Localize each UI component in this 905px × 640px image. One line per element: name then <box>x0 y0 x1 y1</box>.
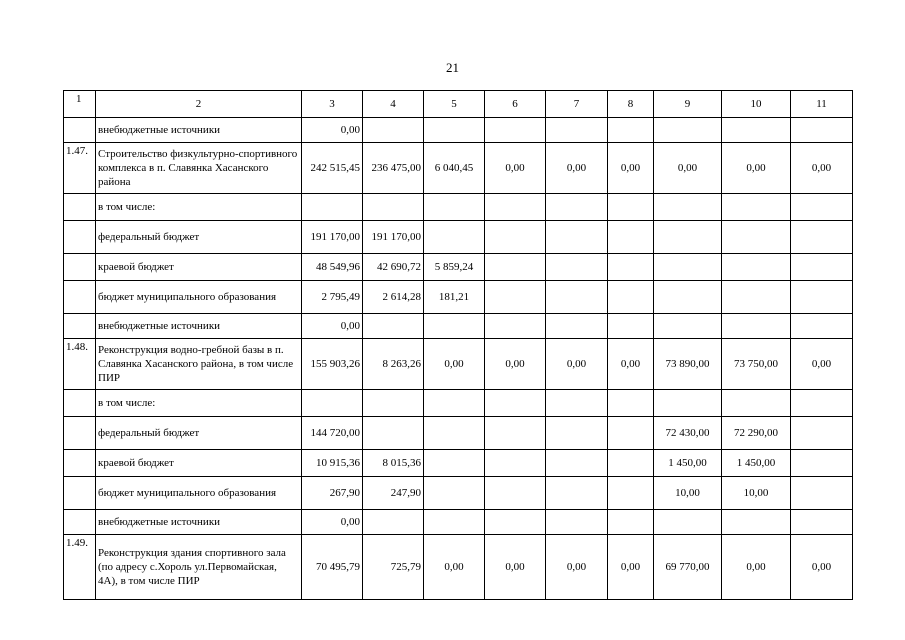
amount-cell: 0,00 <box>608 339 654 390</box>
amount-cell <box>608 194 654 221</box>
amount-cell: 10,00 <box>722 477 791 510</box>
amount-cell <box>722 194 791 221</box>
amount-cell <box>608 510 654 535</box>
amount-cell: 6 040,45 <box>424 143 485 194</box>
item-number-cell <box>64 221 96 254</box>
amount-cell <box>791 417 853 450</box>
amount-cell: 1 450,00 <box>722 450 791 477</box>
item-name-cell: федеральный бюджет <box>96 221 302 254</box>
budget-table <box>63 90 853 600</box>
amount-cell <box>546 254 608 281</box>
table-row <box>64 477 853 510</box>
amount-cell <box>791 314 853 339</box>
amount-cell <box>654 254 722 281</box>
amount-cell <box>485 314 546 339</box>
header-cell: 1 <box>64 91 96 118</box>
amount-cell <box>791 281 853 314</box>
amount-cell <box>485 417 546 450</box>
amount-cell: 0,00 <box>485 339 546 390</box>
amount-cell <box>791 118 853 143</box>
amount-cell <box>722 510 791 535</box>
amount-cell <box>363 510 424 535</box>
amount-cell <box>608 417 654 450</box>
amount-cell: 191 170,00 <box>302 221 363 254</box>
amount-cell <box>546 450 608 477</box>
amount-cell: 144 720,00 <box>302 417 363 450</box>
amount-cell: 72 430,00 <box>654 417 722 450</box>
amount-cell <box>485 510 546 535</box>
header-cell: 8 <box>608 91 654 118</box>
amount-cell <box>363 314 424 339</box>
amount-cell <box>485 281 546 314</box>
table-row <box>64 118 853 143</box>
amount-cell: 0,00 <box>485 535 546 600</box>
amount-cell: 0,00 <box>722 535 791 600</box>
amount-cell: 267,90 <box>302 477 363 510</box>
header-cell: 6 <box>485 91 546 118</box>
amount-cell: 70 495,79 <box>302 535 363 600</box>
amount-cell: 0,00 <box>546 143 608 194</box>
amount-cell: 69 770,00 <box>654 535 722 600</box>
amount-cell <box>608 254 654 281</box>
table-row <box>64 339 853 390</box>
item-number-cell <box>64 510 96 535</box>
amount-cell: 73 750,00 <box>722 339 791 390</box>
amount-cell: 10 915,36 <box>302 450 363 477</box>
amount-cell <box>302 194 363 221</box>
item-name-cell: Строительство физкультурно-спортивного комплекса в п. Славянка Хасанского района <box>96 143 302 194</box>
amount-cell <box>424 450 485 477</box>
amount-cell <box>363 118 424 143</box>
amount-cell <box>424 477 485 510</box>
item-name-cell: краевой бюджет <box>96 450 302 477</box>
header-cell: 9 <box>654 91 722 118</box>
amount-cell <box>485 254 546 281</box>
amount-cell <box>424 510 485 535</box>
amount-cell <box>608 450 654 477</box>
amount-cell: 72 290,00 <box>722 417 791 450</box>
amount-cell <box>654 118 722 143</box>
amount-cell <box>546 510 608 535</box>
item-number-cell <box>64 390 96 417</box>
header-cell: 5 <box>424 91 485 118</box>
amount-cell: 0,00 <box>546 339 608 390</box>
item-number-cell <box>64 417 96 450</box>
amount-cell <box>424 390 485 417</box>
amount-cell: 2 614,28 <box>363 281 424 314</box>
amount-cell: 8 015,36 <box>363 450 424 477</box>
amount-cell <box>722 314 791 339</box>
header-cell: 4 <box>363 91 424 118</box>
amount-cell: 8 263,26 <box>363 339 424 390</box>
table-row <box>64 254 853 281</box>
amount-cell <box>546 221 608 254</box>
amount-cell: 5 859,24 <box>424 254 485 281</box>
amount-cell: 0,00 <box>608 535 654 600</box>
page-number: 21 <box>446 60 459 75</box>
amount-cell <box>791 477 853 510</box>
header-row <box>64 91 853 118</box>
amount-cell <box>654 221 722 254</box>
amount-cell: 0,00 <box>424 339 485 390</box>
amount-cell <box>791 390 853 417</box>
amount-cell: 42 690,72 <box>363 254 424 281</box>
item-name-cell: бюджет муниципального образования <box>96 281 302 314</box>
table-row <box>64 221 853 254</box>
table-row <box>64 450 853 477</box>
item-name-cell: внебюджетные источники <box>96 314 302 339</box>
item-name-cell: бюджет муниципального образования <box>96 477 302 510</box>
amount-cell: 0,00 <box>546 535 608 600</box>
amount-cell <box>722 281 791 314</box>
item-number-cell: 1.49. <box>64 535 96 600</box>
amount-cell: 73 890,00 <box>654 339 722 390</box>
amount-cell: 1 450,00 <box>654 450 722 477</box>
amount-cell: 191 170,00 <box>363 221 424 254</box>
item-number-cell <box>64 450 96 477</box>
table-row <box>64 194 853 221</box>
amount-cell <box>608 390 654 417</box>
amount-cell: 236 475,00 <box>363 143 424 194</box>
amount-cell <box>485 450 546 477</box>
amount-cell: 247,90 <box>363 477 424 510</box>
amount-cell <box>546 118 608 143</box>
amount-cell <box>722 221 791 254</box>
amount-cell: 725,79 <box>363 535 424 600</box>
header-cell: 3 <box>302 91 363 118</box>
amount-cell <box>654 281 722 314</box>
item-number-cell <box>64 477 96 510</box>
table-row <box>64 143 853 194</box>
amount-cell <box>546 390 608 417</box>
item-number-cell <box>64 254 96 281</box>
amount-cell <box>791 510 853 535</box>
amount-cell <box>546 194 608 221</box>
amount-cell <box>791 450 853 477</box>
amount-cell <box>791 254 853 281</box>
amount-cell <box>485 118 546 143</box>
amount-cell: 155 903,26 <box>302 339 363 390</box>
table-row <box>64 417 853 450</box>
amount-cell <box>485 194 546 221</box>
amount-cell <box>546 477 608 510</box>
amount-cell <box>722 254 791 281</box>
amount-cell <box>424 194 485 221</box>
amount-cell <box>654 510 722 535</box>
amount-cell: 0,00 <box>791 339 853 390</box>
amount-cell <box>608 314 654 339</box>
amount-cell <box>485 390 546 417</box>
amount-cell <box>485 477 546 510</box>
amount-cell <box>722 390 791 417</box>
amount-cell: 48 549,96 <box>302 254 363 281</box>
amount-cell <box>424 314 485 339</box>
item-name-cell: внебюджетные источники <box>96 118 302 143</box>
amount-cell <box>363 390 424 417</box>
amount-cell: 0,00 <box>424 535 485 600</box>
amount-cell <box>654 390 722 417</box>
amount-cell <box>608 477 654 510</box>
header-cell: 7 <box>546 91 608 118</box>
amount-cell <box>546 417 608 450</box>
amount-cell <box>363 417 424 450</box>
amount-cell <box>302 390 363 417</box>
amount-cell: 0,00 <box>791 535 853 600</box>
amount-cell: 0,00 <box>654 143 722 194</box>
item-number-cell <box>64 194 96 221</box>
amount-cell: 242 515,45 <box>302 143 363 194</box>
item-name-cell: в том числе: <box>96 390 302 417</box>
header-cell: 11 <box>791 91 853 118</box>
amount-cell <box>424 417 485 450</box>
table-row <box>64 390 853 417</box>
amount-cell: 0,00 <box>608 143 654 194</box>
amount-cell <box>608 221 654 254</box>
amount-cell <box>791 194 853 221</box>
amount-cell <box>608 281 654 314</box>
item-name-cell: Реконструкция водно-гребной базы в п. Славянка Хасанского района, в том числе ПИР <box>96 339 302 390</box>
header-cell: 10 <box>722 91 791 118</box>
amount-cell <box>791 221 853 254</box>
amount-cell: 0,00 <box>302 118 363 143</box>
amount-cell <box>722 118 791 143</box>
item-name-cell: внебюджетные источники <box>96 510 302 535</box>
amount-cell: 0,00 <box>722 143 791 194</box>
item-name-cell: федеральный бюджет <box>96 417 302 450</box>
table-row <box>64 281 853 314</box>
amount-cell <box>608 118 654 143</box>
header-cell: 2 <box>96 91 302 118</box>
amount-cell <box>546 281 608 314</box>
item-number-cell: 1.47. <box>64 143 96 194</box>
amount-cell: 2 795,49 <box>302 281 363 314</box>
table-row <box>64 314 853 339</box>
amount-cell: 10,00 <box>654 477 722 510</box>
item-name-cell: в том числе: <box>96 194 302 221</box>
table-row <box>64 535 853 600</box>
item-number-cell <box>64 118 96 143</box>
item-name-cell: краевой бюджет <box>96 254 302 281</box>
amount-cell: 181,21 <box>424 281 485 314</box>
amount-cell <box>654 314 722 339</box>
amount-cell <box>654 194 722 221</box>
item-number-cell: 1.48. <box>64 339 96 390</box>
amount-cell: 0,00 <box>302 510 363 535</box>
table-row <box>64 510 853 535</box>
amount-cell: 0,00 <box>302 314 363 339</box>
amount-cell <box>546 314 608 339</box>
item-number-cell <box>64 281 96 314</box>
amount-cell <box>363 194 424 221</box>
amount-cell: 0,00 <box>791 143 853 194</box>
amount-cell <box>424 118 485 143</box>
item-number-cell <box>64 314 96 339</box>
amount-cell <box>424 221 485 254</box>
amount-cell <box>485 221 546 254</box>
item-name-cell: Реконструкция здания спортивного зала (по адресу с.Хороль ул.Первомайская, 4А), в том числе ПИР <box>96 535 302 600</box>
amount-cell: 0,00 <box>485 143 546 194</box>
